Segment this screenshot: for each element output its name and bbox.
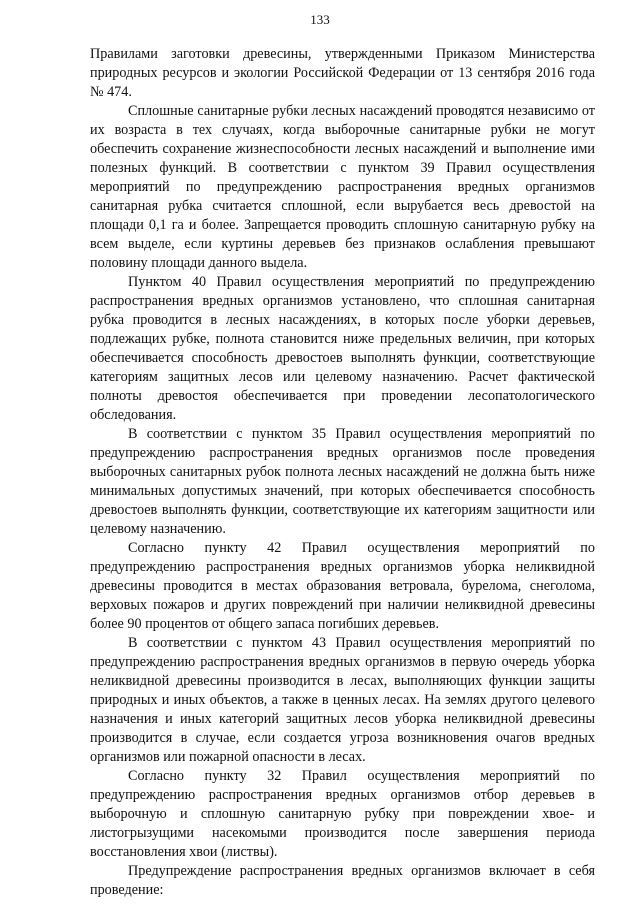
document-body bbox=[90, 45, 595, 900]
paragraph-prevention-intro: Предупреждение распространения вредных организмов включает в себя проведение: bbox=[90, 863, 595, 898]
page-number: 133 bbox=[310, 12, 330, 27]
paragraph-point-32: Согласно пункту 32 Правил осуществления мероприятий по предупреждению распространения вредных организмов отбор деревьев в выборочную и сплошную санитарную рубку при повреждении хвое- и листогрызущими насекомыми производится после завершения периода восстановления хвои (листвы). bbox=[90, 768, 595, 860]
paragraph-clear-sanitary-cutting: Сплошные санитарные рубки лесных насаждений проводятся независимо от их возраста в тех случаях, когда выборочные санитарные рубки не могут обеспечить сохранение жизнеспособности лесных насаждений и выполнение ими полезных функций. В соответствии с пунктом 39 Правил осуществления мероприятий по предупреждению распространения вредных организмов санитарная рубка считается сплошной, если вырубается весь древостой на площади 0,1 га и более. Запрещается проводить сплошную санитарную рубку на всем выделе, если куртины деревьев без признаков ослабления превышают половину площади данного выдела. bbox=[90, 103, 595, 271]
paragraph-continuation: Правилами заготовки древесины, утвержденными Приказом Министерства природных ресурсов и экологии Российской Федерации от 13 сентября 2016 года № 474. bbox=[90, 46, 595, 100]
paragraph-point-35: В соответствии с пунктом 35 Правил осуществления мероприятий по предупреждению распространения вредных организмов после проведения выборочных санитарных рубок полнота лесных насаждений не должна быть ниже минимальных допустимых значений, при которых обеспечивается способность древостоев выполнять функции, соответствующие их категориям защитности или целевому назначению. bbox=[90, 426, 595, 537]
paragraph-point-43: В соответствии с пунктом 43 Правил осуществления мероприятий по предупреждению распространения вредных организмов в первую очередь уборка неликвидной древесины производится в лесах, выполняющих функции защиты природных и иных объектов, а также в ценных лесах. На землях другого целевого назначения и иных категорий защитных лесов уборка неликвидной древесины производится в случае, если создается угроза возникновения очагов вредных организмов или пожарной опасности в лесах. bbox=[90, 635, 595, 765]
paragraph-point-40: Пунктом 40 Правил осуществления мероприятий по предупреждению распространения вредных организмов установлено, что сплошная санитарная рубка проводится в лесных насаждениях, в которых после уборки деревьев, подлежащих рубке, полнота становится ниже предельных величин, при которых обеспечивается способность древостоев выполнять функции, соответствующие категориям защитных лесов или целевому назначению. Расчет фактической полноты древостоя обеспечивается при проведении лесопатологического обследования. bbox=[90, 274, 595, 423]
paragraph-point-42: Согласно пункту 42 Правил осуществления мероприятий по предупреждению распространения вредных организмов уборка неликвидной древесины проводится в местах образования ветровала, бурелома, снеголома, верховых пожаров и других повреждений при наличии неликвидной древесины более 90 процентов от общего запаса погибших деревьев. bbox=[90, 540, 595, 632]
